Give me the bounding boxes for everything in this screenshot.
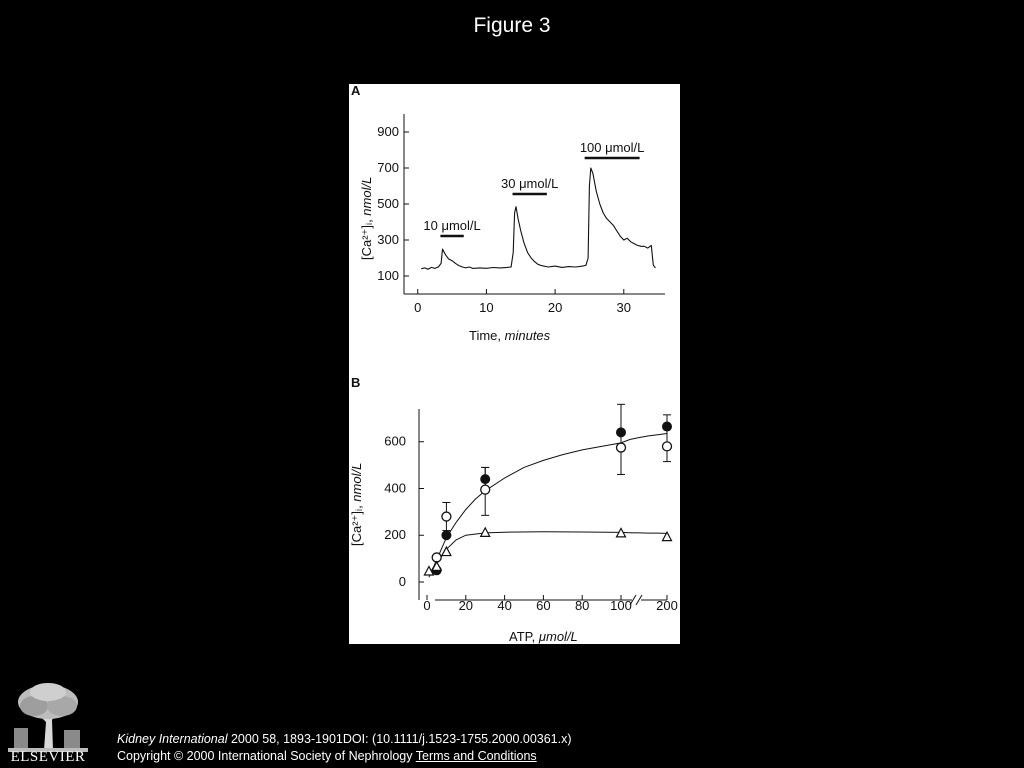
slide-title: Figure 3 [473,14,551,37]
elsevier-wordmark: ELSEVIER [10,749,86,765]
panel-b-fit-curves [429,434,667,578]
panel-b-y-tick-label: 0 [398,574,406,589]
panel-a-y-tick-label: 900 [377,124,399,139]
panel-a-x-tick-label: 10 [479,300,494,315]
figure-panel [349,84,680,644]
panel-b [349,375,678,644]
panel-a-y-tick-label: 700 [377,160,399,175]
panel-b-x-tick-label: 0 [423,598,431,613]
panel-a-y-tick-label: 300 [377,232,399,247]
panel-b-ticks [384,434,678,613]
panel-b-fit-line [429,434,667,578]
panel-a-y-tick-label: 100 [377,268,399,283]
open-triangle-point [481,528,490,537]
terms-link[interactable]: Terms and Conditions [415,749,537,763]
panel-a-ylabel: [Ca²⁺]ᵢ, nmol/L [359,176,374,260]
figure-svg [349,84,680,644]
open-triangle-point [442,547,451,556]
panel-b-x-tick-label: 60 [536,598,551,613]
panel-b-x-tick-label: 80 [574,598,590,613]
copyright-text: Copyright © 2000 International Society of Nephrology [117,749,413,763]
panel-b-x-tick-label: 200 [656,598,678,613]
panel-b-points [424,404,671,575]
panel-b-x-tick-label: 100 [610,598,632,613]
citation [117,731,572,765]
panel-a-letter: A [351,84,361,98]
elsevier-logo [8,680,88,768]
open-circle-point [617,443,626,452]
panel-b-ylabel: [Ca²⁺]ᵢ, nmol/L [349,462,364,546]
panel-b-y-tick-label: 400 [384,480,406,496]
journal-name: Kidney International [117,732,228,746]
panel-a-y-tick-label: 500 [377,196,399,211]
panel-b-axes [419,409,667,605]
panel-a-annotation-label: 100 μmol/L [579,140,645,155]
panel-a-x-tick-label: 0 [414,300,422,315]
panel-b-x-tick-label: 40 [497,598,512,613]
panel-b-y-tick-label: 600 [384,433,406,449]
citation-reference [117,731,572,748]
panel-a-annotation-label: 30 μmol/L [501,176,559,191]
open-circle-point [481,485,490,494]
panel-a-xlabel: Time, minutes [469,328,551,343]
panel-b-fit-line [429,532,667,574]
panel-b-xlabel: ATP, μmol/L [509,629,578,644]
panel-b-y-tick-label: 200 [384,527,406,543]
panel-b-letter: B [351,375,361,390]
open-circle-point [663,442,672,451]
citation-details: 2000 58, 1893-1901DOI: (10.1111/j.1523-1755.2000.00361.x) [227,732,572,746]
panel-a-x-tick-label: 30 [616,300,632,315]
copyright-line [117,748,572,765]
panel-a-annotations [423,140,644,236]
panel-b-x-tick-label: 20 [458,598,474,613]
panel-a-x-tick-label: 20 [547,300,563,315]
tree-icon [8,680,88,752]
panel-a-annotation-label: 10 μmol/L [423,218,481,233]
open-circle-point [442,512,451,521]
filled-circle-point [442,531,451,540]
panel-a [351,84,665,343]
